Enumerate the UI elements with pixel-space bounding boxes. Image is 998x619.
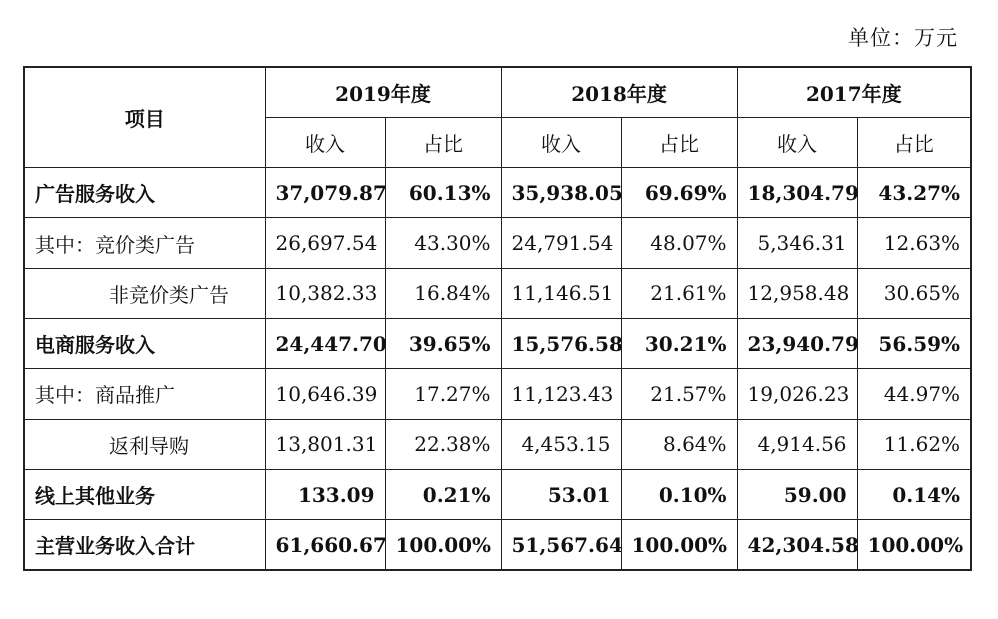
ratio-cell: 39.65% <box>385 318 501 368</box>
revenue-table <box>23 66 972 571</box>
row-label: 返利导购 <box>24 419 265 469</box>
header-ratio-2019: 占比 <box>385 117 501 167</box>
ratio-cell: 0.10% <box>621 469 737 519</box>
revenue-cell: 24,447.70 <box>265 318 385 368</box>
row-label: 非竞价类广告 <box>24 268 265 318</box>
ratio-cell: 22.38% <box>385 419 501 469</box>
revenue-cell: 61,660.67 <box>265 520 385 570</box>
row-label: 其中：商品推广 <box>24 369 265 419</box>
header-revenue-2018: 收入 <box>501 117 621 167</box>
ratio-cell: 8.64% <box>621 419 737 469</box>
revenue-cell: 15,576.58 <box>501 318 621 368</box>
table-row <box>24 520 971 570</box>
ratio-cell: 21.61% <box>621 268 737 318</box>
row-label: 线上其他业务 <box>24 469 265 519</box>
ratio-cell: 44.97% <box>857 369 971 419</box>
ratio-cell: 100.00% <box>857 520 971 570</box>
ratio-cell: 21.57% <box>621 369 737 419</box>
header-ratio-2018: 占比 <box>621 117 737 167</box>
header-item: 项目 <box>24 67 265 168</box>
table-row <box>24 268 971 318</box>
ratio-cell: 0.14% <box>857 469 971 519</box>
ratio-cell: 11.62% <box>857 419 971 469</box>
header-row-years <box>24 67 971 117</box>
revenue-cell: 133.09 <box>265 469 385 519</box>
unit-label: 单位：万元 <box>848 26 958 50</box>
ratio-cell: 56.59% <box>857 318 971 368</box>
table-row <box>24 469 971 519</box>
ratio-cell: 48.07% <box>621 218 737 268</box>
revenue-cell: 12,958.48 <box>737 268 857 318</box>
ratio-cell: 17.27% <box>385 369 501 419</box>
ratio-cell: 30.65% <box>857 268 971 318</box>
table-row <box>24 218 971 268</box>
row-label: 其中：竞价类广告 <box>24 218 265 268</box>
revenue-cell: 19,026.23 <box>737 369 857 419</box>
revenue-cell: 11,146.51 <box>501 268 621 318</box>
revenue-cell: 26,697.54 <box>265 218 385 268</box>
ratio-cell: 0.21% <box>385 469 501 519</box>
header-year-2018: 2018年度 <box>501 67 737 117</box>
row-label: 主营业务收入合计 <box>24 520 265 570</box>
revenue-cell: 42,304.58 <box>737 520 857 570</box>
revenue-cell: 37,079.87 <box>265 168 385 218</box>
revenue-cell: 4,914.56 <box>737 419 857 469</box>
revenue-cell: 11,123.43 <box>501 369 621 419</box>
ratio-cell: 43.30% <box>385 218 501 268</box>
table-row <box>24 318 971 368</box>
revenue-cell: 10,646.39 <box>265 369 385 419</box>
ratio-cell: 100.00% <box>385 520 501 570</box>
header-revenue-2019: 收入 <box>265 117 385 167</box>
ratio-cell: 30.21% <box>621 318 737 368</box>
ratio-cell: 60.13% <box>385 168 501 218</box>
revenue-cell: 5,346.31 <box>737 218 857 268</box>
ratio-cell: 43.27% <box>857 168 971 218</box>
ratio-cell: 100.00% <box>621 520 737 570</box>
revenue-cell: 4,453.15 <box>501 419 621 469</box>
header-year-2017: 2017年度 <box>737 67 971 117</box>
revenue-cell: 59.00 <box>737 469 857 519</box>
ratio-cell: 69.69% <box>621 168 737 218</box>
ratio-cell: 16.84% <box>385 268 501 318</box>
header-revenue-2017: 收入 <box>737 117 857 167</box>
revenue-cell: 35,938.05 <box>501 168 621 218</box>
header-ratio-2017: 占比 <box>857 117 971 167</box>
revenue-cell: 51,567.64 <box>501 520 621 570</box>
revenue-cell: 24,791.54 <box>501 218 621 268</box>
row-label: 电商服务收入 <box>24 318 265 368</box>
table-row <box>24 168 971 218</box>
ratio-cell: 12.63% <box>857 218 971 268</box>
table-row <box>24 369 971 419</box>
revenue-cell: 23,940.79 <box>737 318 857 368</box>
revenue-cell: 18,304.79 <box>737 168 857 218</box>
header-year-2019: 2019年度 <box>265 67 501 117</box>
row-label: 广告服务收入 <box>24 168 265 218</box>
table-row <box>24 419 971 469</box>
revenue-cell: 10,382.33 <box>265 268 385 318</box>
revenue-cell: 13,801.31 <box>265 419 385 469</box>
revenue-cell: 53.01 <box>501 469 621 519</box>
